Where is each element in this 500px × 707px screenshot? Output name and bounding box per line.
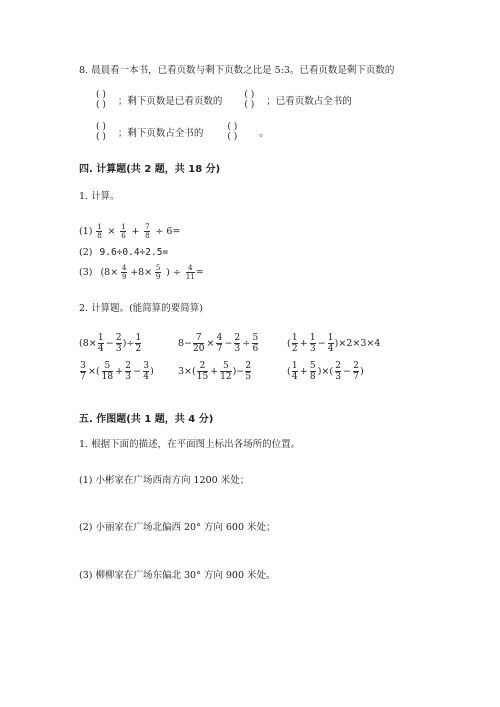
drawing-question-title: 1. 根据下面的描述，在平面图上标出各场所的位置。 <box>79 439 301 450</box>
answer-blank[interactable]: ( ) ( ) <box>96 122 106 142</box>
calc-grid-r1c2: 8− $\frac{7}{20}$ × $\frac{4}{7}$ − $\frac{2}{3}$ ÷ $\frac{5}{6}$ <box>178 333 259 354</box>
calc-grid-r1c1: (8× $\frac{1}{4}$ − $\frac{2}{3}$ )÷ $\frac{1}{2}$ <box>79 333 142 354</box>
q2-title: 2. 计算题。(能简算的要简算) <box>79 303 203 314</box>
calc-grid-r1c3: ( $\frac{1}{2}$ + $\frac{1}{3}$ − $\frac{1}{4}$ )×2×3×4 <box>287 333 381 354</box>
answer-blank[interactable]: ( ) ( ) <box>96 90 106 110</box>
calc-item-3: (3) (8× $\frac{4}{9}$ +8× $\frac{5}{9}$ ) ÷ $\frac{4}{11}$ = <box>79 264 204 281</box>
calc-grid-r2c2: 3×( $\frac{2}{15}$ + $\frac{5}{12}$ )− $\frac{2}{5}$ <box>178 361 252 382</box>
section-4-title: 四. 计算题(共 2 题，共 18 分) <box>79 164 221 175</box>
q8-line2: ( ) ( ) ；剩下页数占全书的 ( ) ( ) 。 <box>96 122 269 142</box>
drawing-item-2: (2) 小丽家在广场北偏西 20° 方向 600 米处； <box>79 522 276 533</box>
calc-grid-r2c1: $\frac{3}{7}$ ×( $\frac{5}{18}$ + $\frac{2}{3}$ − $\frac{3}{4}$ ) <box>80 361 154 382</box>
calc-item-1: (1) $\frac{1}{8}$ × $\frac{1}{6}$ + $\frac{7}{8}$ ÷ 6= <box>79 223 181 240</box>
q8-line1: ( ) ( ) ；剩下页数是已看页数的 ( ) ( ) ；已看页数占全书的 <box>96 90 352 110</box>
drawing-item-1: (1) 小彬家在广场西南方向 1200 米处； <box>79 475 250 486</box>
calc-grid-r2c3: ( $\frac{1}{4}$ + $\frac{5}{8}$ )×( $\frac{2}{3}$ − $\frac{2}{7}$ ) <box>287 361 364 382</box>
answer-blank[interactable]: ( ) ( ) <box>227 122 238 142</box>
section-5-title: 五. 作图题(共 1 题，共 4 分) <box>79 414 214 425</box>
q8-text: 8. 晨晨看一本书，已看页数与剩下页数之比是 5:3。已看页数是剩下页数的 <box>79 65 395 76</box>
q1-title: 1. 计算。 <box>79 191 120 202</box>
calc-item-2: (2) 9.6÷0.4÷2.5= <box>79 247 169 258</box>
drawing-item-3: (3) 柳柳家在广场东偏北 30° 方向 900 米处。 <box>79 570 276 581</box>
answer-blank[interactable]: ( ) ( ) <box>244 90 255 110</box>
